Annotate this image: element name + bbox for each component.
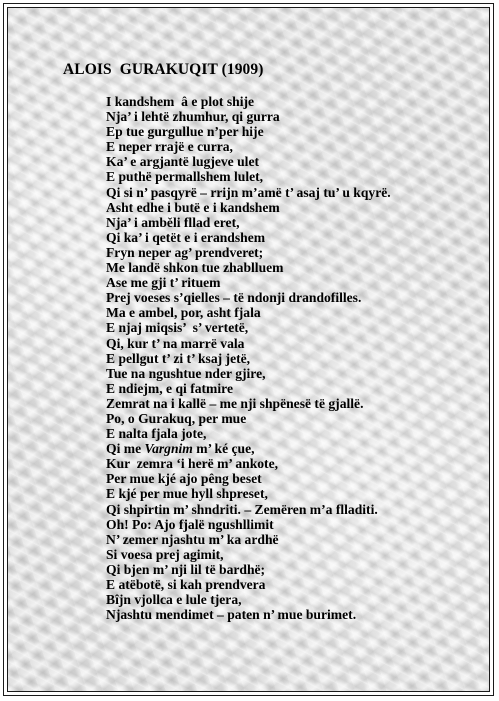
poem-line: N’ zemer njashtu m’ ka ardhë bbox=[106, 531, 279, 547]
poem-line: Me landë shkon tue zhablluem bbox=[106, 260, 284, 276]
poem-emphasis: Vargnim bbox=[144, 441, 193, 457]
poem-line: E ndiejm, e qi fatmire bbox=[106, 380, 233, 396]
poem-line: Tue na ngushtue nder gjire, bbox=[106, 365, 266, 381]
poem-line-start: Qi me bbox=[106, 441, 145, 457]
poem-title: ALOIS GURAKUQIT (1909) bbox=[63, 61, 264, 78]
poem-line: Ase me gji t’ rituem bbox=[106, 275, 221, 291]
poem-line: Qi shpirtin m’ shndriti. – Zemëren m’a flladiti. bbox=[106, 501, 378, 517]
poem-line: Fryn neper ag’ prendveret; bbox=[106, 244, 264, 260]
poem-line: Si voesa prej agimit, bbox=[106, 546, 224, 562]
poem-line: E puthë permallshem lulet, bbox=[106, 169, 264, 185]
poem-line: Zemrat na i kallë – me nji shpënesë të gjallë. bbox=[106, 395, 364, 411]
poem-line: Kur zemra ‘i herë m’ ankote, bbox=[106, 456, 279, 472]
poem-line: Qi bjen m’ nji lil të bardhë; bbox=[106, 561, 266, 577]
poem-line: Qi si n’ pasqyrë – rrijn m’amë t’ asaj tu’ u kqyrë. bbox=[106, 184, 391, 200]
poem-line: Qi, kur t’ na marrë vala bbox=[106, 335, 245, 351]
poem-line: E kjé per mue hyll shpreset, bbox=[106, 486, 268, 502]
poem-line: Ka’ e argjantë lugjeve ulet bbox=[106, 154, 260, 170]
poem-line: Ep tue gurgullue n’per hije bbox=[106, 124, 264, 140]
poem-line: I kandshem â e plot shije bbox=[106, 94, 255, 109]
poem-line bbox=[106, 441, 391, 456]
poem-line: E pellgut t’ zi t’ ksaj jetë, bbox=[106, 350, 251, 366]
poem-line: Ma e ambel, por, asht fjala bbox=[106, 305, 261, 321]
poem-line: E atëbotë, si kah prendvera bbox=[106, 577, 266, 592]
poem-line: Asht edhe i butë e i kandshem bbox=[106, 199, 280, 215]
poem-line: E neper rrajë e curra, bbox=[106, 139, 233, 155]
poem-line: Oh! Po: Ajo fjalë ngushllimit bbox=[106, 516, 274, 532]
poem-line: Po, o Gurakuq, per mue bbox=[106, 410, 247, 426]
poem-line: Qi ka’ i qetët e i erandshem bbox=[106, 229, 266, 245]
poem-line: Prej voeses s’qielles – të ndonji drandofilles. bbox=[106, 290, 362, 306]
poem-line: Nja’ i amběli fllad eret, bbox=[106, 214, 240, 230]
poem-body bbox=[106, 94, 391, 622]
poem-line: Per mue kjé ajo pêng beset bbox=[106, 471, 262, 487]
poem-line: Bîjn vjollca e lule tjera, bbox=[106, 592, 242, 608]
poem-line-end: m’ ké çue, bbox=[192, 441, 255, 457]
poem-line: Nja’ i lehtë zhumhur, qi gurra bbox=[106, 109, 280, 125]
poem-line: Njashtu mendimet – paten n’ mue burimet. bbox=[106, 607, 357, 623]
poem-line: E njaj miqsis’ s’ vertetë, bbox=[106, 320, 249, 336]
poem-line: E nalta fjala jote, bbox=[106, 426, 207, 442]
